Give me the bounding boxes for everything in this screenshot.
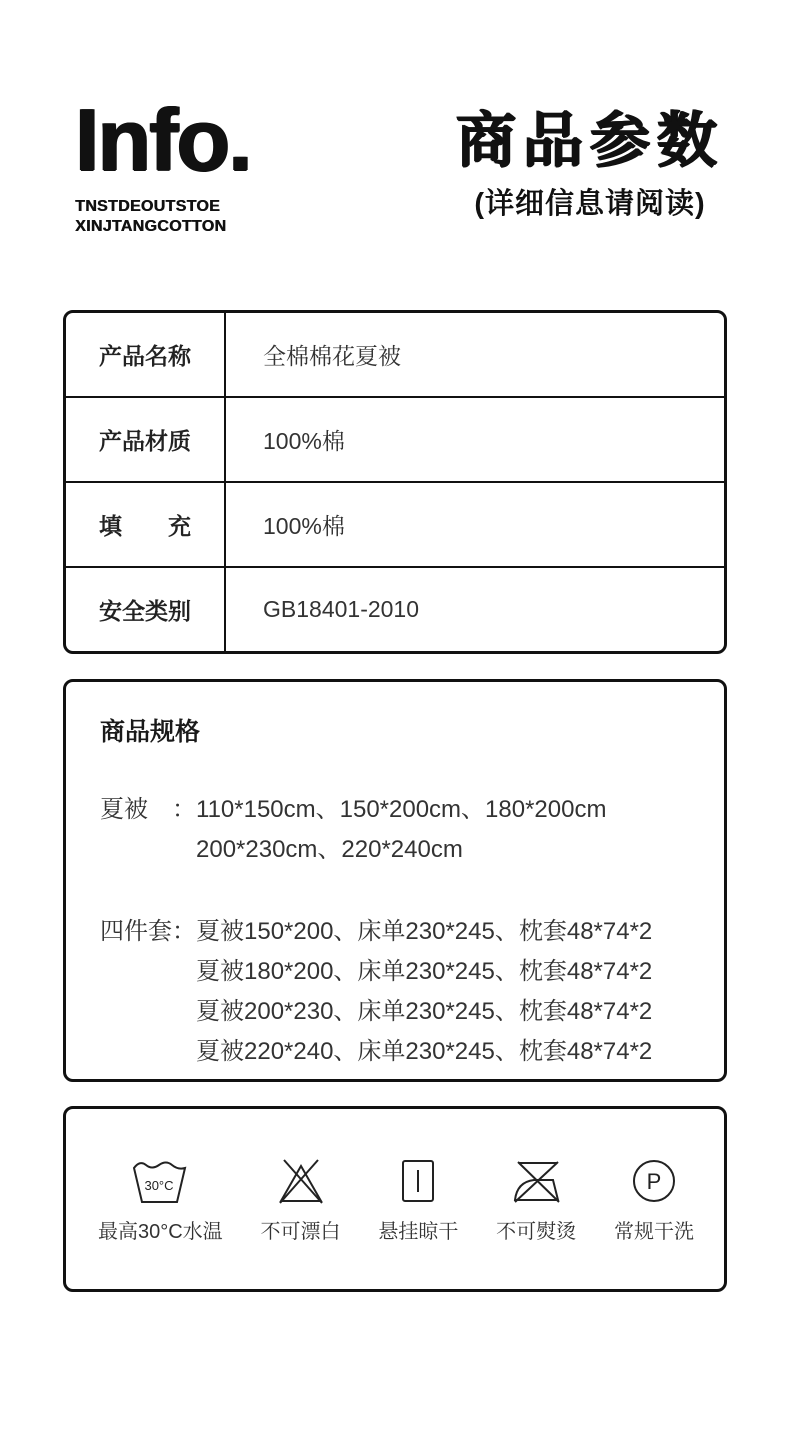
no-iron-icon [507, 1155, 565, 1205]
size-line: 夏被150*200、床单230*245、枕套48*74*2 [196, 918, 653, 945]
hang-dry-icon [398, 1155, 438, 1205]
table-row [66, 566, 724, 651]
size-spec-box [63, 679, 727, 1082]
care-label: 不可漂白 [260, 1220, 341, 1243]
brand-tagline-line2: XINJTANGCOTTON [75, 217, 227, 235]
brand-logo: Info. [75, 90, 251, 189]
no-bleach-icon [276, 1155, 326, 1205]
parameter-table [63, 310, 727, 654]
table-row [66, 481, 724, 566]
brand-tagline [75, 197, 251, 237]
care-label: 常规干洗 [614, 1220, 694, 1243]
row-label: 填 充 [66, 483, 226, 566]
size-line: 夏被180*200、床单230*245、枕套48*74*2 [196, 958, 653, 985]
size-group-summer-quilt [100, 790, 704, 870]
row-value: 100%棉 [263, 513, 345, 539]
dry-clean-icon [630, 1155, 678, 1205]
brand-logo-block [75, 90, 251, 237]
row-value: 全棉棉花夏被 [263, 343, 401, 369]
size-group-four-piece-set [100, 912, 704, 1072]
care-label: 不可熨烫 [496, 1220, 577, 1243]
svg-text:30°C: 30°C [144, 1177, 174, 1193]
size-line: 110*150cm、150*200cm、180*200cm [196, 796, 607, 823]
brand-tagline-line1: TNSTDEOUTSTOE [75, 197, 220, 215]
size-line: 夏被200*230、床单230*245、枕套48*74*2 [196, 998, 653, 1025]
svg-text:P: P [646, 1168, 662, 1194]
size-group-label: 夏被 ： [100, 796, 196, 823]
wash-30-icon [131, 1155, 189, 1205]
table-row [66, 396, 724, 481]
size-group-label: 四件套： [100, 918, 196, 945]
row-label: 产品材质 [66, 398, 226, 481]
care-item-hang-dry [378, 1155, 458, 1244]
size-line: 夏被220*240、床单230*245、枕套48*74*2 [196, 1038, 653, 1065]
header-title-block [435, 106, 745, 222]
size-group-lines [196, 790, 704, 870]
page-title: 商品参数 [456, 107, 724, 174]
size-spec-title: 商品规格 [100, 718, 201, 746]
table-row [66, 313, 724, 396]
care-label: 最高30°C水温 [98, 1220, 223, 1243]
care-item-dry-clean [614, 1155, 694, 1244]
row-value: GB18401-2010 [263, 596, 420, 622]
page-subtitle: (详细信息请阅读) [474, 188, 706, 220]
size-line: 200*230cm、220*240cm [196, 836, 463, 863]
care-label: 悬挂晾干 [378, 1220, 459, 1243]
care-item-wash [98, 1155, 223, 1244]
row-label: 产品名称 [66, 313, 226, 396]
care-instructions-box [63, 1106, 727, 1292]
size-group-lines [196, 912, 704, 1072]
row-value: 100%棉 [263, 428, 345, 454]
row-label: 安全类别 [66, 568, 226, 651]
care-item-no-iron [496, 1155, 576, 1244]
care-item-no-bleach [261, 1155, 341, 1244]
